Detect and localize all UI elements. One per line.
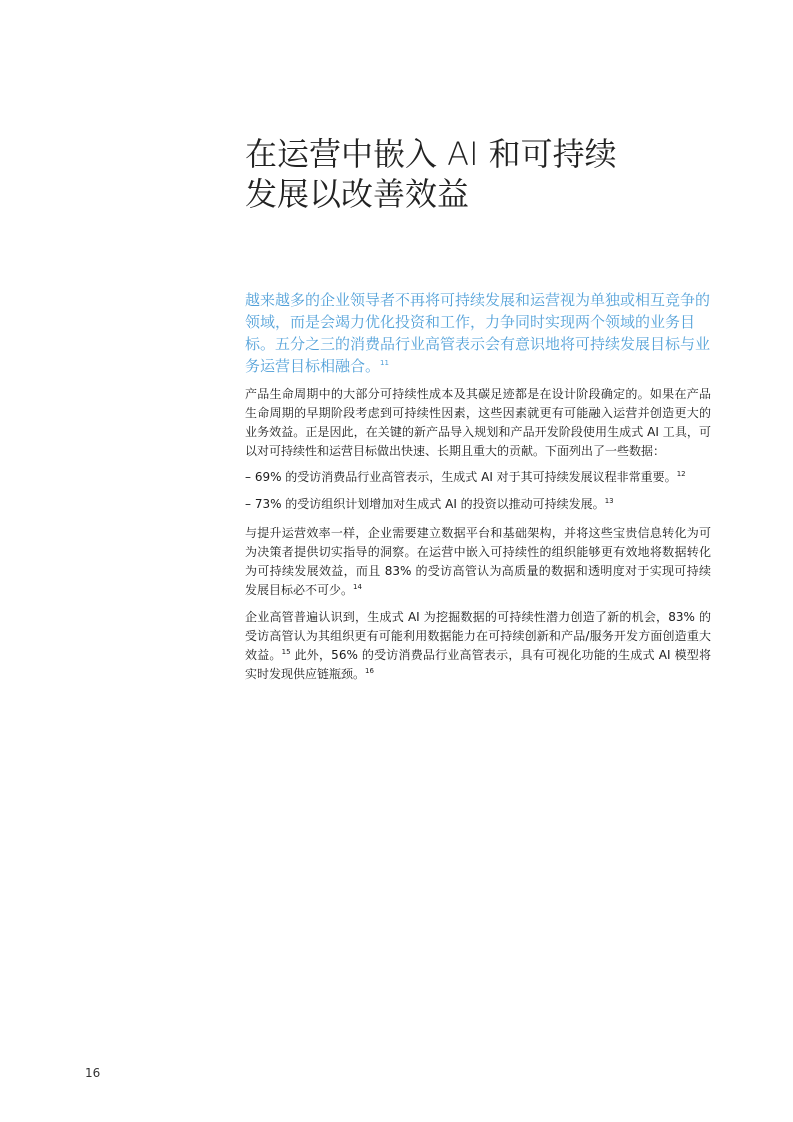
list-item <box>245 468 715 487</box>
footnote-ref-11: 11 <box>380 359 389 367</box>
list-item-text: – 69% 的受访消费品行业高管表示，生成式 AI 对于其可持续发展议程非常重要。 <box>245 470 677 484</box>
page-title <box>245 134 725 214</box>
intro-paragraph <box>245 289 715 377</box>
paragraph-3-text-b: 此外，56% 的受访消费品行业高管表示，具有可视化功能的生成式 AI 模型将实时发现供应链瓶颈。 <box>245 648 711 681</box>
body-paragraph-3 <box>245 608 711 684</box>
paragraph-2-text: 与提升运营效率一样，企业需要建立数据平台和基础架构，并将这些宝贵信息转化为可为决策者提供切实指导的洞察。在运营中嵌入可持续性的组织能够更有效地将数据转化为可持续发展效益，而且 83% 的受访高管认为高质量的数据和透明度对于实现可持续发展目标必不可少。 <box>245 526 711 597</box>
paragraph-3-text-a: 企业高管普遍认识到，生成式 AI 为挖掘数据的可持续性潜力创造了新的机会，83% 的受访高管认为其组织更有可能利用数据能力在可持续创新和产品/服务开发方面创造重大效益。 <box>245 610 711 662</box>
footnote-ref-13: 13 <box>604 497 614 505</box>
page-title-line-1: 在运营中嵌入 AI 和可持续 <box>245 135 617 173</box>
intro-text: 越来越多的企业领导者不再将可持续发展和运营视为单独或相互竞争的领域，而是会竭力优化投资和工作，力争同时实现两个领域的业务目标。五分之三的消费品行业高管表示会有意识地将可持续发展目标与业务运营目标相融合。 <box>245 291 711 375</box>
footnote-ref-15: 15 <box>281 648 291 656</box>
footnote-ref-14: 14 <box>353 583 362 591</box>
page-number: 16 <box>85 1066 101 1080</box>
body-paragraph-1 <box>245 385 711 461</box>
footnote-ref-12: 12 <box>676 470 686 478</box>
list-item-text: – 73% 的受访组织计划增加对生成式 AI 的投资以推动可持续发展。 <box>245 497 605 511</box>
list-item <box>245 495 715 514</box>
body-paragraph-2 <box>245 524 711 600</box>
footnote-ref-16: 16 <box>365 667 374 675</box>
stats-list <box>245 468 715 522</box>
paragraph-1-text: 产品生命周期中的大部分可持续性成本及其碳足迹都是在设计阶段确定的。如果在产品生命周期的早期阶段考虑到可持续性因素，这些因素就更有可能融入运营并创造更大的业务效益。正是因此，在关键的新产品导入规划和产品开发阶段使用生成式 AI 工具，可以对可持续性和运营目标做出快速、长期且重大的贡献。下面列出了一些数据： <box>245 387 711 458</box>
page-title-line-2: 发展以改善效益 <box>245 175 470 213</box>
